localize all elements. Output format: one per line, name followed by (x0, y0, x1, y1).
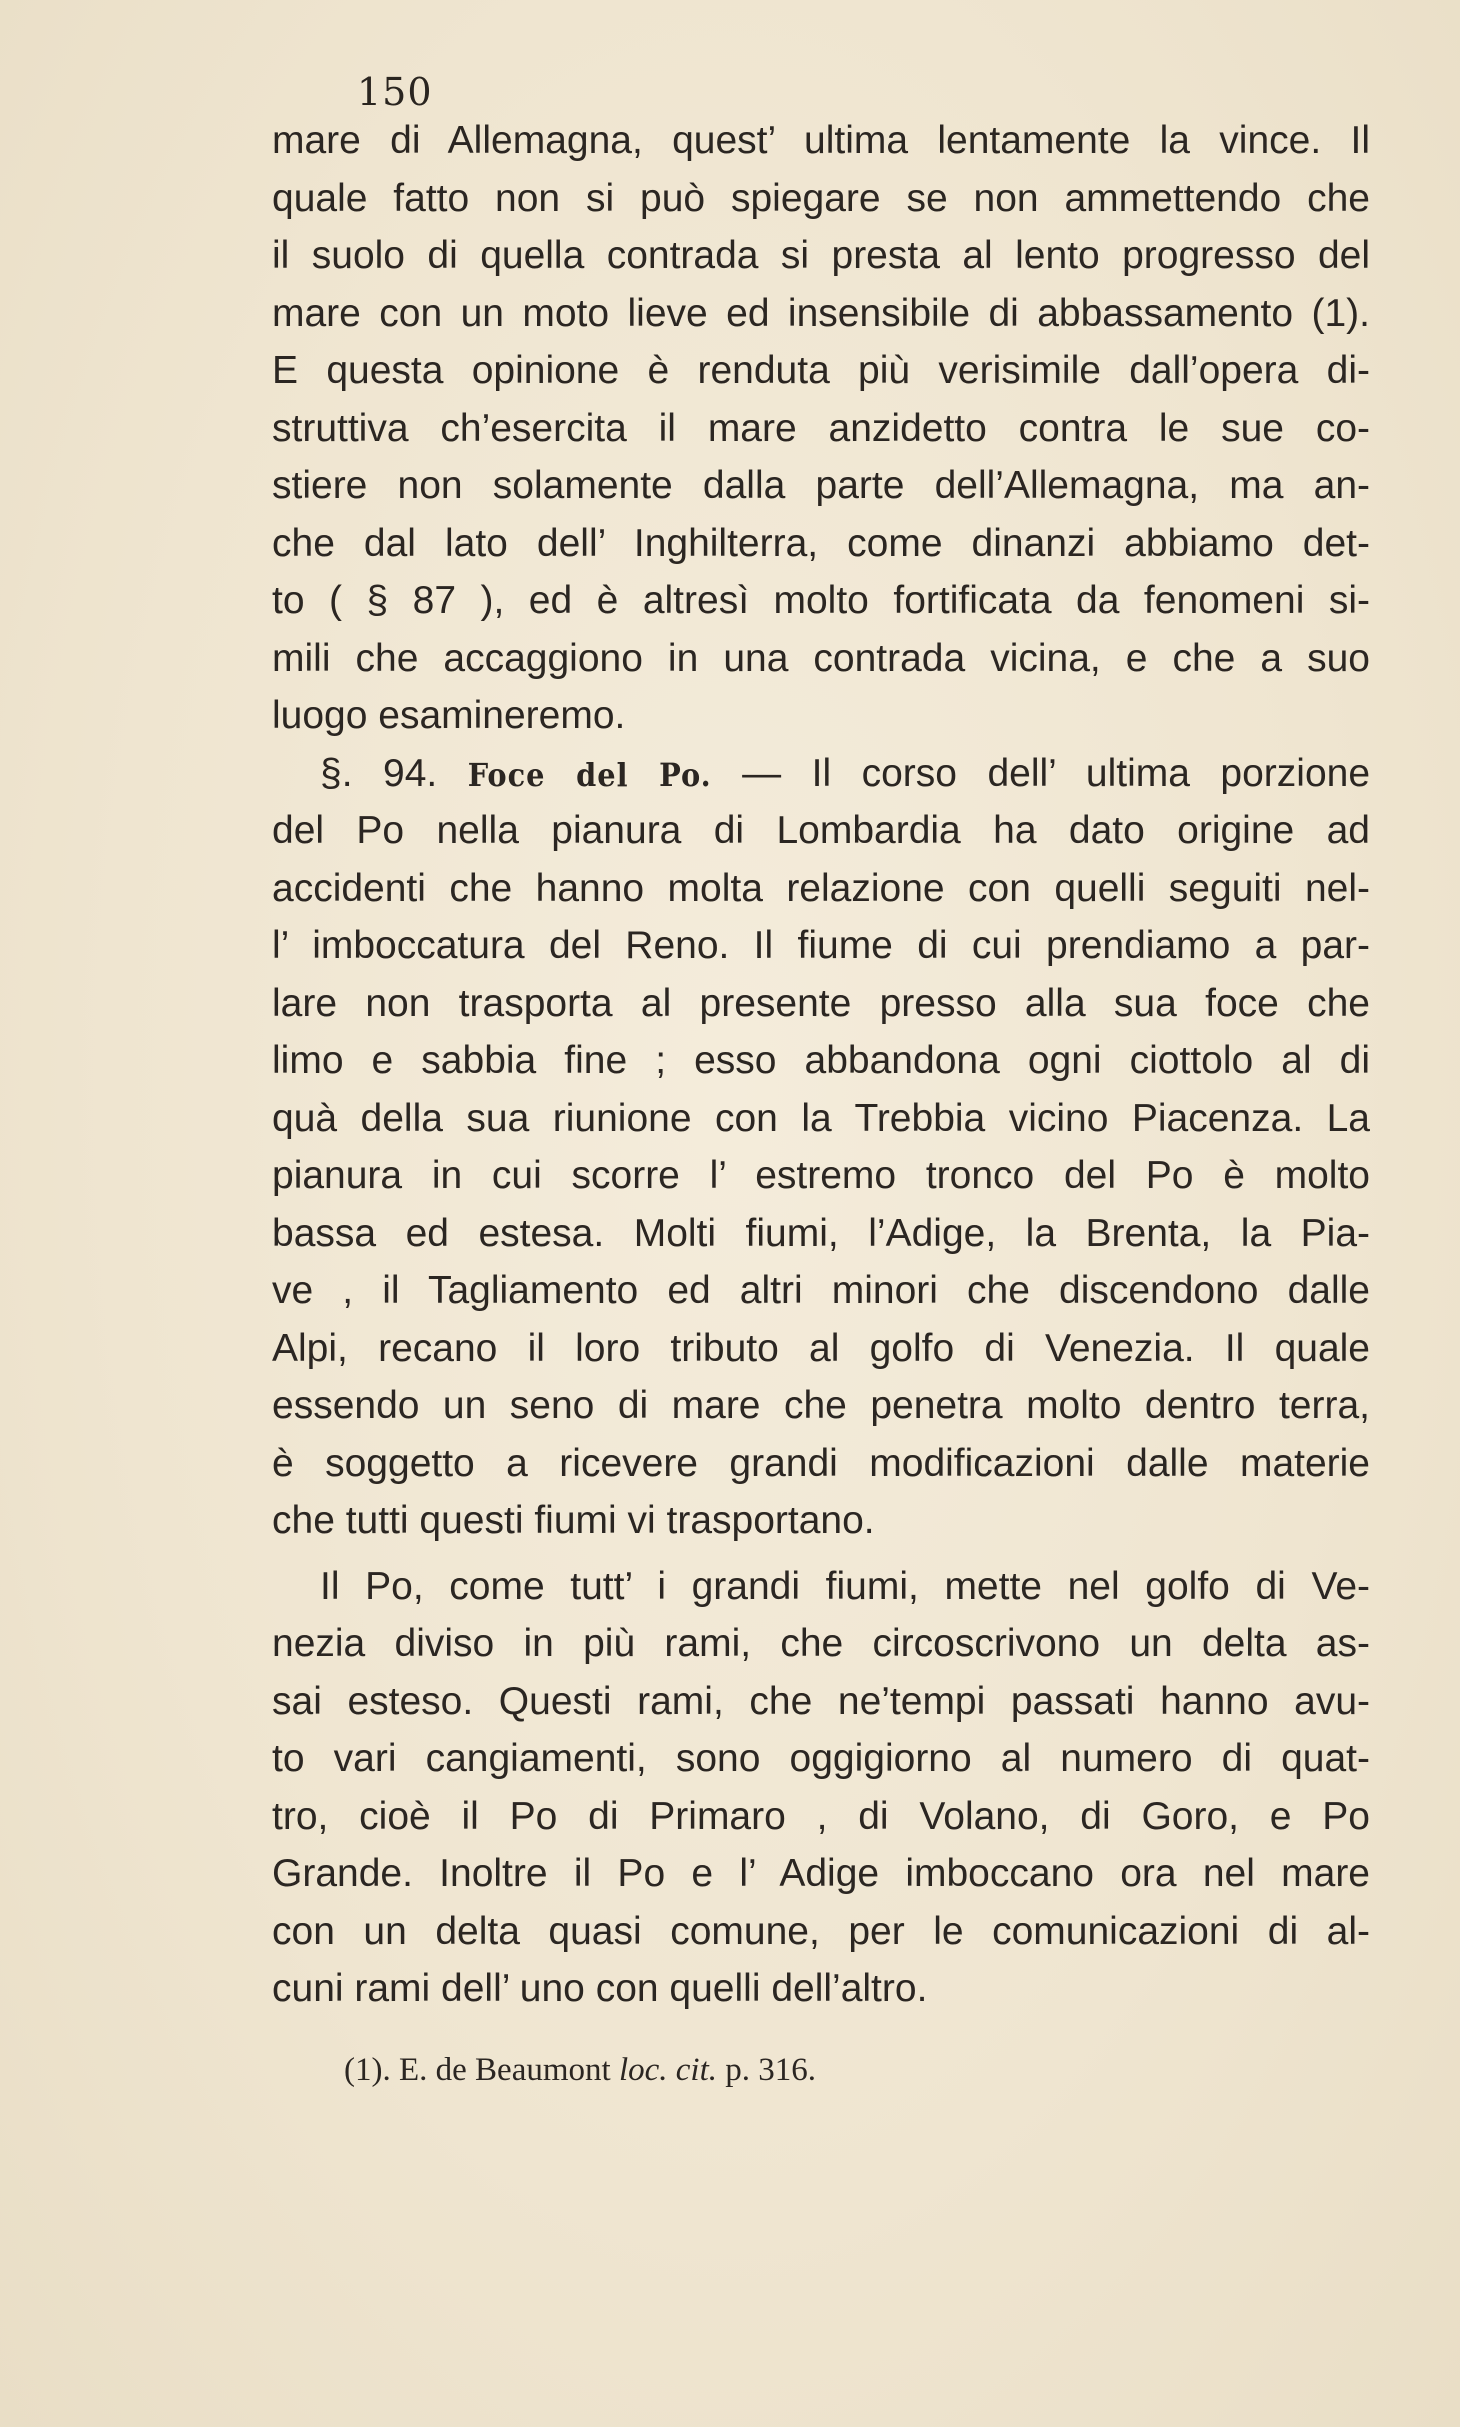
text-line: tro, cioè il Po di Primaro , di Volano, di Goro, e Po (272, 1794, 1370, 1838)
footnote (344, 2052, 816, 2089)
footnote-page: p. 316. (725, 2052, 816, 2088)
text-line: limo e sabbia fine ; esso abbandona ogni ciottolo al di (272, 1039, 1370, 1082)
text-line: E questa opinione è renduta più verisimile dall’opera di- (272, 349, 1370, 392)
text-line: il suolo di quella contrada si presta al lento progresso del (272, 234, 1370, 277)
footnote-citation: loc. cit. (618, 2052, 717, 2088)
text-line: to vari cangiamenti, sono oggigiorno al numero di quat- (272, 1737, 1370, 1780)
text-line: quà della sua riunione con la Trebbia vicino Piacenza. La (272, 1096, 1370, 1140)
text-line: sai esteso. Questi rami, che ne’tempi passati hanno avu- (272, 1679, 1370, 1723)
paragraph-2 (272, 745, 1370, 1550)
page-number: 150 (357, 70, 433, 114)
section-heading-line (272, 745, 1370, 803)
text-line: struttiva ch’esercita il mare anzidetto contra le sue co- (272, 406, 1370, 450)
paragraph-gap (272, 1550, 1370, 1558)
text-line: è soggetto a ricevere grandi modificazioni dalle materie (272, 1441, 1370, 1485)
text-line: nezia diviso in più rami, che circoscrivono un delta as- (272, 1622, 1370, 1665)
text-line: con un delta quasi comune, per le comunicazioni di al- (272, 1909, 1370, 1953)
section-number: §. 94. (320, 751, 438, 795)
text-line: cuni rami dell’ uno con quelli dell’altro. (272, 1967, 928, 2010)
section-title: Foce del Po. (467, 755, 712, 794)
text-line: luogo esamineremo. (272, 694, 626, 737)
text-line: del Po nella pianura di Lombardia ha dato origine ad (272, 809, 1370, 852)
text-line: quale fatto non si può spiegare se non ammettendo che (272, 176, 1370, 220)
text-line: mare di Allemagna, quest’ ultima lentamente la vince. Il (272, 119, 1370, 162)
text-line: Il Po, come tutt’ i grandi fiumi, mette nel golfo di Ve- (320, 1564, 1370, 1608)
text-line: accidenti che hanno molta relazione con quelli seguiti nel- (272, 866, 1370, 910)
text-line: che tutti questi fiumi vi trasportano. (272, 1499, 875, 1542)
text-line: ve , il Tagliamento ed altri minori che discendono dalle (272, 1269, 1370, 1312)
paragraph-1 (272, 112, 1370, 745)
text-line: che dal lato dell’ Inghilterra, come dinanzi abbiamo det- (272, 521, 1370, 565)
text-line: stiere non solamente dalla parte dell’Allemagna, ma an- (272, 464, 1370, 507)
text-line: bassa ed estesa. Molti fiumi, l’Adige, la Brenta, la Pia- (272, 1211, 1370, 1255)
text-line: l’ imboccatura del Reno. Il fiume di cui prendiamo a par- (272, 924, 1370, 967)
text-line: lare non trasporta al presente presso alla sua foce che (272, 981, 1370, 1025)
text-line: mili che accaggiono in una contrada vicina, e che a suo (272, 636, 1370, 680)
text-line: Alpi, recano il loro tributo al golfo di Venezia. Il quale (272, 1326, 1370, 1370)
body-text (272, 112, 1370, 2018)
footnote-marker: (1). E. de Beaumont (344, 2052, 611, 2088)
text-line: pianura in cui scorre l’ estremo tronco del Po è molto (272, 1154, 1370, 1197)
text-line: essendo un seno di mare che penetra molto dentro terra, (272, 1384, 1370, 1427)
text-line: mare con un moto lieve ed insensibile di abbassamento (1). (272, 291, 1370, 335)
text-line: Grande. Inoltre il Po e l’ Adige imboccano ora nel mare (272, 1852, 1370, 1895)
text-fragment: — Il corso dell’ ultima porzione (742, 751, 1370, 795)
text-line: to ( § 87 ), ed è altresì molto fortificata da fenomeni si- (272, 579, 1370, 622)
paragraph-3 (272, 1558, 1370, 2018)
